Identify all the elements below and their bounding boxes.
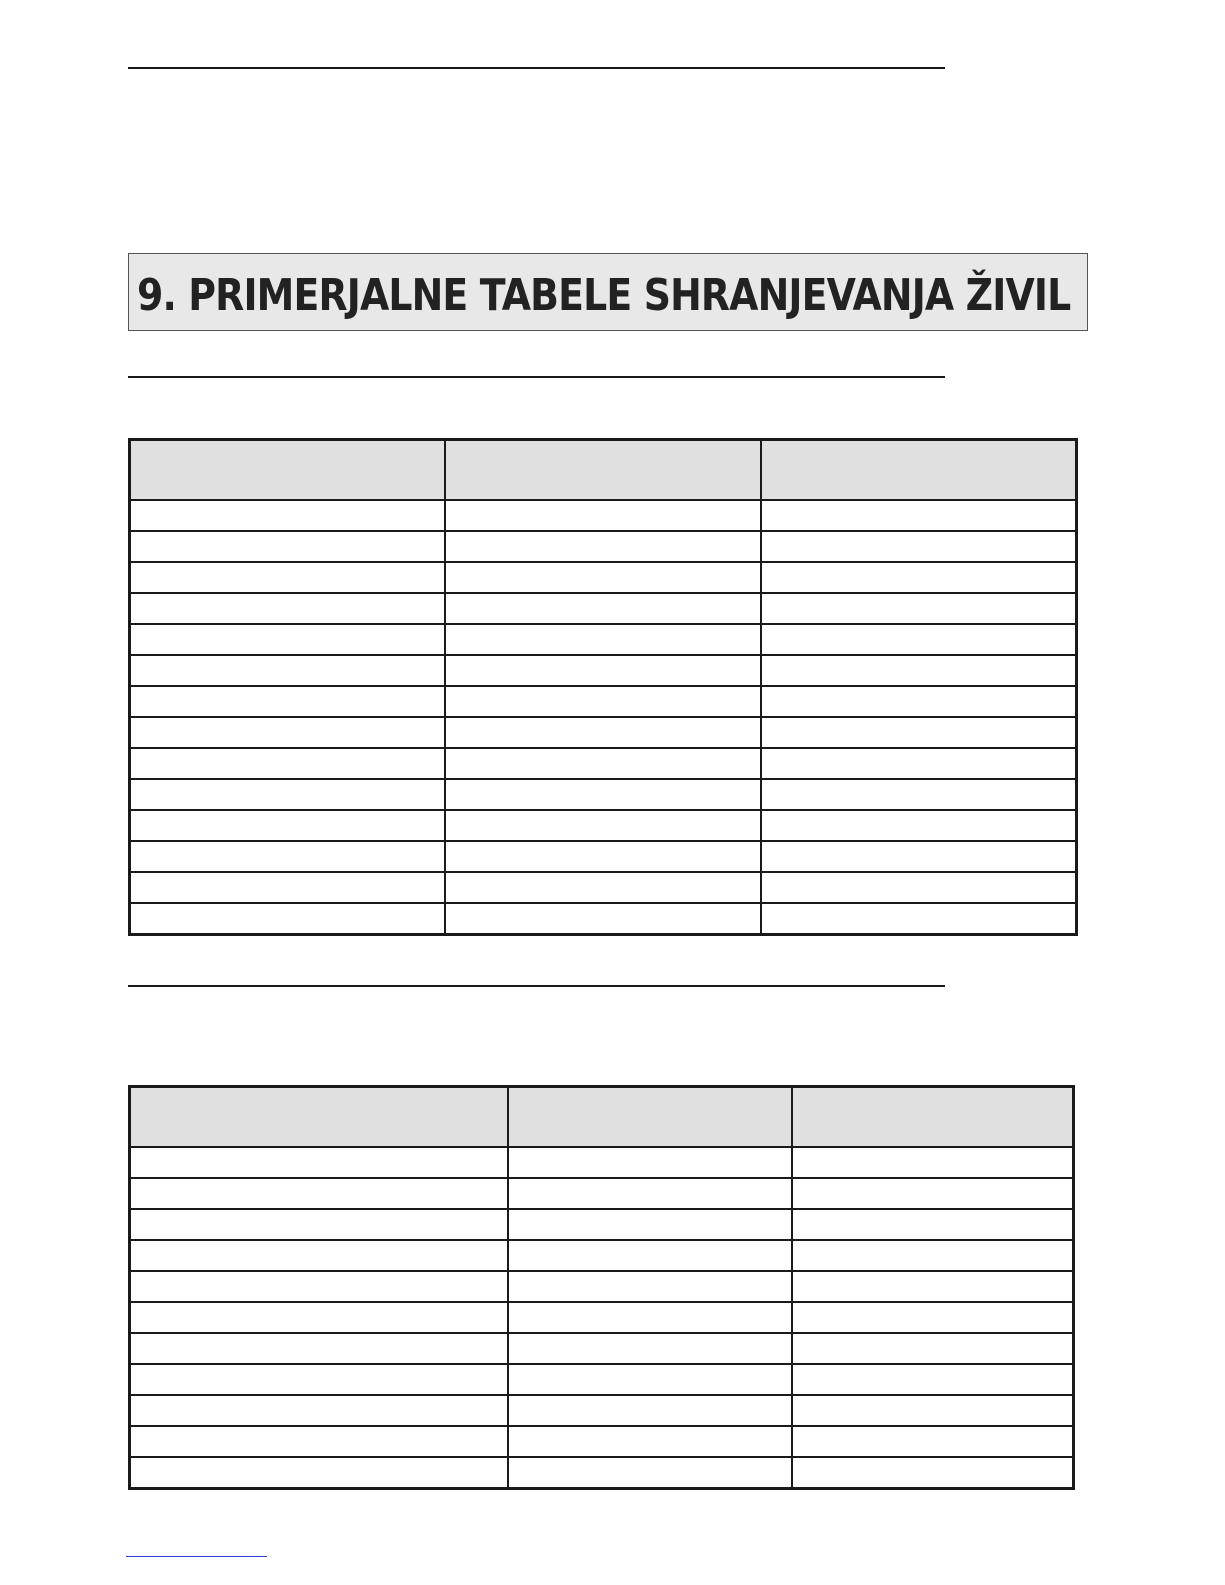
- table-cell: [761, 500, 1077, 531]
- table-cell: [761, 748, 1077, 779]
- table-row: [130, 1302, 1074, 1333]
- table-row: [130, 562, 1077, 593]
- table-cell: [130, 655, 445, 686]
- table-row: [130, 1240, 1074, 1271]
- header-cell-3: [792, 1087, 1074, 1148]
- table-cell: [445, 810, 761, 841]
- table-row: [130, 624, 1077, 655]
- table-cell: [445, 903, 761, 935]
- table-cell: [130, 1178, 508, 1209]
- table-cell: [445, 779, 761, 810]
- table-cell: [761, 841, 1077, 872]
- header-cell-1: [130, 1087, 508, 1148]
- table-cell: [792, 1240, 1074, 1271]
- table-cell: [508, 1302, 792, 1333]
- table-row: [130, 1457, 1074, 1489]
- header-cell-3: [761, 440, 1077, 501]
- section-rule-1: [128, 376, 945, 378]
- table-cell: [130, 1457, 508, 1489]
- table-cell: [130, 1271, 508, 1302]
- table-cell: [130, 1209, 508, 1240]
- table-row: [130, 1271, 1074, 1302]
- table-row: [130, 779, 1077, 810]
- table-cell: [445, 841, 761, 872]
- storage-table-1: [128, 438, 1078, 936]
- table-cell: [792, 1302, 1074, 1333]
- table-cell: [792, 1364, 1074, 1395]
- table-cell: [508, 1240, 792, 1271]
- table-cell: [130, 1426, 508, 1457]
- table-cell: [445, 655, 761, 686]
- table-cell: [130, 531, 445, 562]
- table-row: [130, 500, 1077, 531]
- table-cell: [130, 562, 445, 593]
- table-cell: [761, 562, 1077, 593]
- table-cell: [761, 810, 1077, 841]
- table-row: [130, 1209, 1074, 1240]
- table-cell: [130, 500, 445, 531]
- table-cell: [792, 1333, 1074, 1364]
- table-row: [130, 1426, 1074, 1457]
- table-cell: [130, 1302, 508, 1333]
- table-cell: [792, 1395, 1074, 1426]
- table-cell: [445, 748, 761, 779]
- table-cell: [508, 1457, 792, 1489]
- table-row: [130, 593, 1077, 624]
- storage-table-2: [128, 1085, 1075, 1490]
- table-cell: [445, 562, 761, 593]
- table-row: [130, 655, 1077, 686]
- table-cell: [130, 810, 445, 841]
- table-cell: [445, 500, 761, 531]
- table-cell: [792, 1209, 1074, 1240]
- table-header-row: [130, 1087, 1074, 1148]
- table-cell: [792, 1426, 1074, 1457]
- table-cell: [761, 593, 1077, 624]
- table-cell: [761, 655, 1077, 686]
- table-row: [130, 903, 1077, 935]
- table-cell: [792, 1147, 1074, 1178]
- table-cell: [130, 686, 445, 717]
- header-cell-2: [508, 1087, 792, 1148]
- table-header-row: [130, 440, 1077, 501]
- table-cell: [508, 1147, 792, 1178]
- table-row: [130, 748, 1077, 779]
- table-cell: [761, 624, 1077, 655]
- table-cell: [130, 1364, 508, 1395]
- table-cell: [130, 841, 445, 872]
- table-cell: [508, 1395, 792, 1426]
- header-cell-1: [130, 440, 445, 501]
- table-cell: [445, 593, 761, 624]
- table-cell: [508, 1178, 792, 1209]
- table-cell: [130, 1395, 508, 1426]
- table-cell: [792, 1178, 1074, 1209]
- table-cell: [445, 686, 761, 717]
- table-row: [130, 872, 1077, 903]
- header-cell-2: [445, 440, 761, 501]
- table-row: [130, 717, 1077, 748]
- table-row: [130, 841, 1077, 872]
- footer-link-underline[interactable]: [126, 1556, 267, 1557]
- table-cell: [761, 531, 1077, 562]
- table-cell: [792, 1271, 1074, 1302]
- table-cell: [130, 1147, 508, 1178]
- table-cell: [761, 686, 1077, 717]
- table-cell: [130, 748, 445, 779]
- table-cell: [130, 779, 445, 810]
- table-row: [130, 1333, 1074, 1364]
- table-row: [130, 1178, 1074, 1209]
- table-cell: [130, 624, 445, 655]
- table-row: [130, 686, 1077, 717]
- table-row: [130, 1147, 1074, 1178]
- table-cell: [445, 717, 761, 748]
- table-row: [130, 1364, 1074, 1395]
- table-cell: [508, 1426, 792, 1457]
- section-title-box: [128, 253, 1088, 331]
- table-row: [130, 810, 1077, 841]
- table-cell: [792, 1457, 1074, 1489]
- table-cell: [130, 903, 445, 935]
- table-cell: [445, 531, 761, 562]
- table-cell: [761, 903, 1077, 935]
- table-cell: [761, 872, 1077, 903]
- table-cell: [130, 1333, 508, 1364]
- page-title: 9. PRIMERJALNE TABELE SHRANJEVANJA ŽIVIL: [137, 269, 1071, 321]
- table-cell: [130, 1240, 508, 1271]
- table-cell: [761, 717, 1077, 748]
- table-cell: [130, 593, 445, 624]
- section-rule-2: [128, 985, 945, 987]
- table-cell: [508, 1364, 792, 1395]
- table-cell: [508, 1333, 792, 1364]
- table-row: [130, 531, 1077, 562]
- table-cell: [445, 624, 761, 655]
- table-cell: [445, 872, 761, 903]
- table-cell: [761, 779, 1077, 810]
- table-cell: [130, 872, 445, 903]
- top-rule: [128, 67, 945, 69]
- table-cell: [130, 717, 445, 748]
- table-cell: [508, 1209, 792, 1240]
- table-cell: [508, 1271, 792, 1302]
- table-row: [130, 1395, 1074, 1426]
